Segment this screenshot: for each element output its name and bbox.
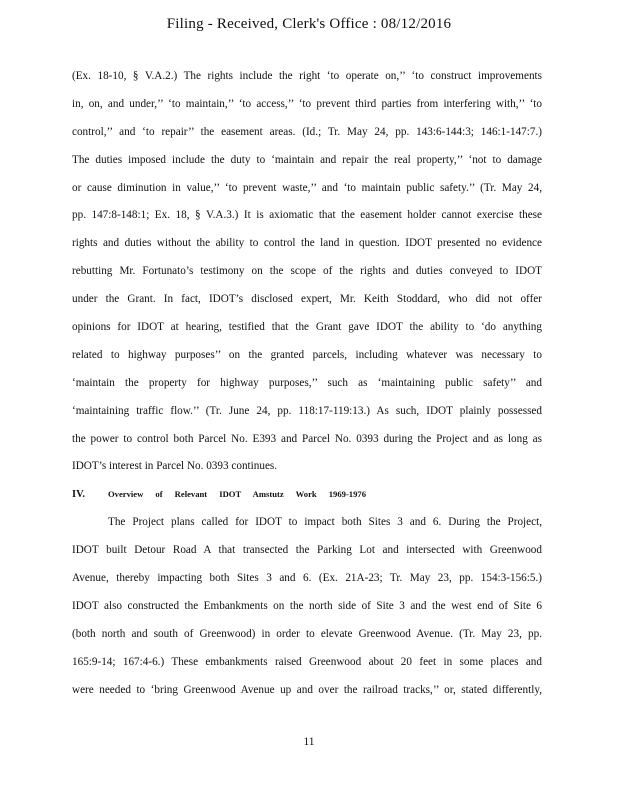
text-line: or cause diminution in value,’’ ‘to prevent waste,’’ and ‘to maintain public safety.’’ (Tr. May 24,: [72, 181, 542, 194]
text-line: pp. 147:8-148:1; Ex. 18, § V.A.3.) It is axiomatic that the easement holder cannot exercise these: [72, 209, 542, 222]
text-line: rights and duties without the ability to control the land in question. IDOT presented no evidence: [72, 237, 542, 250]
section-heading: [72, 487, 542, 515]
filing-stamp-header: Filing - Received, Clerk's Office : 08/12/2016: [166, 16, 452, 32]
text-line: control,’’ and ‘to repair’’ the easement areas. (Id.; Tr. May 24, pp. 143:6-144:3; 146:1-147:7.): [72, 125, 542, 138]
text-line: IDOT built Detour Road A that transected the Parking Lot and intersected with Greenwood: [72, 544, 542, 557]
text-line: under the Grant. In fact, IDOT’s disclosed expert, Mr. Keith Stoddard, who did not offer: [72, 293, 542, 306]
text-line: 165:9-14; 167:4-6.) These embankments raised Greenwood about 20 feet in some places and: [72, 655, 542, 668]
text-line: IDOT’s interest in Parcel No. 0393 continues.: [72, 460, 278, 473]
text-line: were needed to ‘bring Greenwood Avenue up and over the railroad tracks,’’ or, stated differently,: [72, 683, 542, 696]
text-line: ‘maintaining traffic flow.’’ (Tr. June 24, pp. 118:17-119:13.) As such, IDOT plainly possessed: [72, 404, 542, 417]
text-line: opinions for IDOT at hearing, testified that the Grant gave IDOT the ability to ‘do anything: [72, 321, 542, 334]
paragraph-project-plans: [72, 515, 542, 710]
text-line: ‘maintain the property for highway purposes,’’ such as ‘maintaining public safety’’ and: [72, 376, 542, 389]
text-line: The duties imposed include the duty to ‘maintain and repair the real property,’’ ‘not to damage: [72, 153, 542, 166]
text-line: The Project plans called for IDOT to impact both Sites 3 and 6. During the Project,: [108, 516, 542, 529]
section-number: IV.: [72, 489, 85, 501]
text-line: rebutting Mr. Fortunato’s testimony on the scope of the rights and duties conveyed to IDOT: [72, 265, 542, 278]
text-line: Avenue, thereby impacting both Sites 3 and 6. (Ex. 21A-23; Tr. May 23, pp. 154:3-156:5.): [72, 572, 542, 585]
text-line: IDOT also constructed the Embankments on the north side of Site 3 and the west end of Site 6: [72, 599, 542, 612]
page-number: 11: [303, 736, 315, 748]
text-line: (Ex. 18-10, § V.A.2.) The rights include the right ‘to operate on,’’ ‘to construct improvements: [72, 70, 542, 82]
text-line: the power to control both Parcel No. E393 and Parcel No. 0393 during the Project and as long as: [72, 432, 542, 445]
section-title: Overview of Relevant IDOT Amstutz Work 1969-1976: [108, 489, 366, 500]
text-line: related to highway purposes’’ on the granted parcels, including whatever was necessary to: [72, 348, 542, 361]
text-line: (both north and south of Greenwood) in order to elevate Greenwood Avenue. (Tr. May 23, pp.: [72, 627, 542, 640]
paragraph-easement-rights: [72, 69, 542, 487]
text-line: in, on, and under,’’ ‘to maintain,’’ ‘to access,’’ ‘to prevent third parties from interfering with,’’ ‘to: [72, 97, 542, 110]
document-body: [72, 69, 542, 710]
